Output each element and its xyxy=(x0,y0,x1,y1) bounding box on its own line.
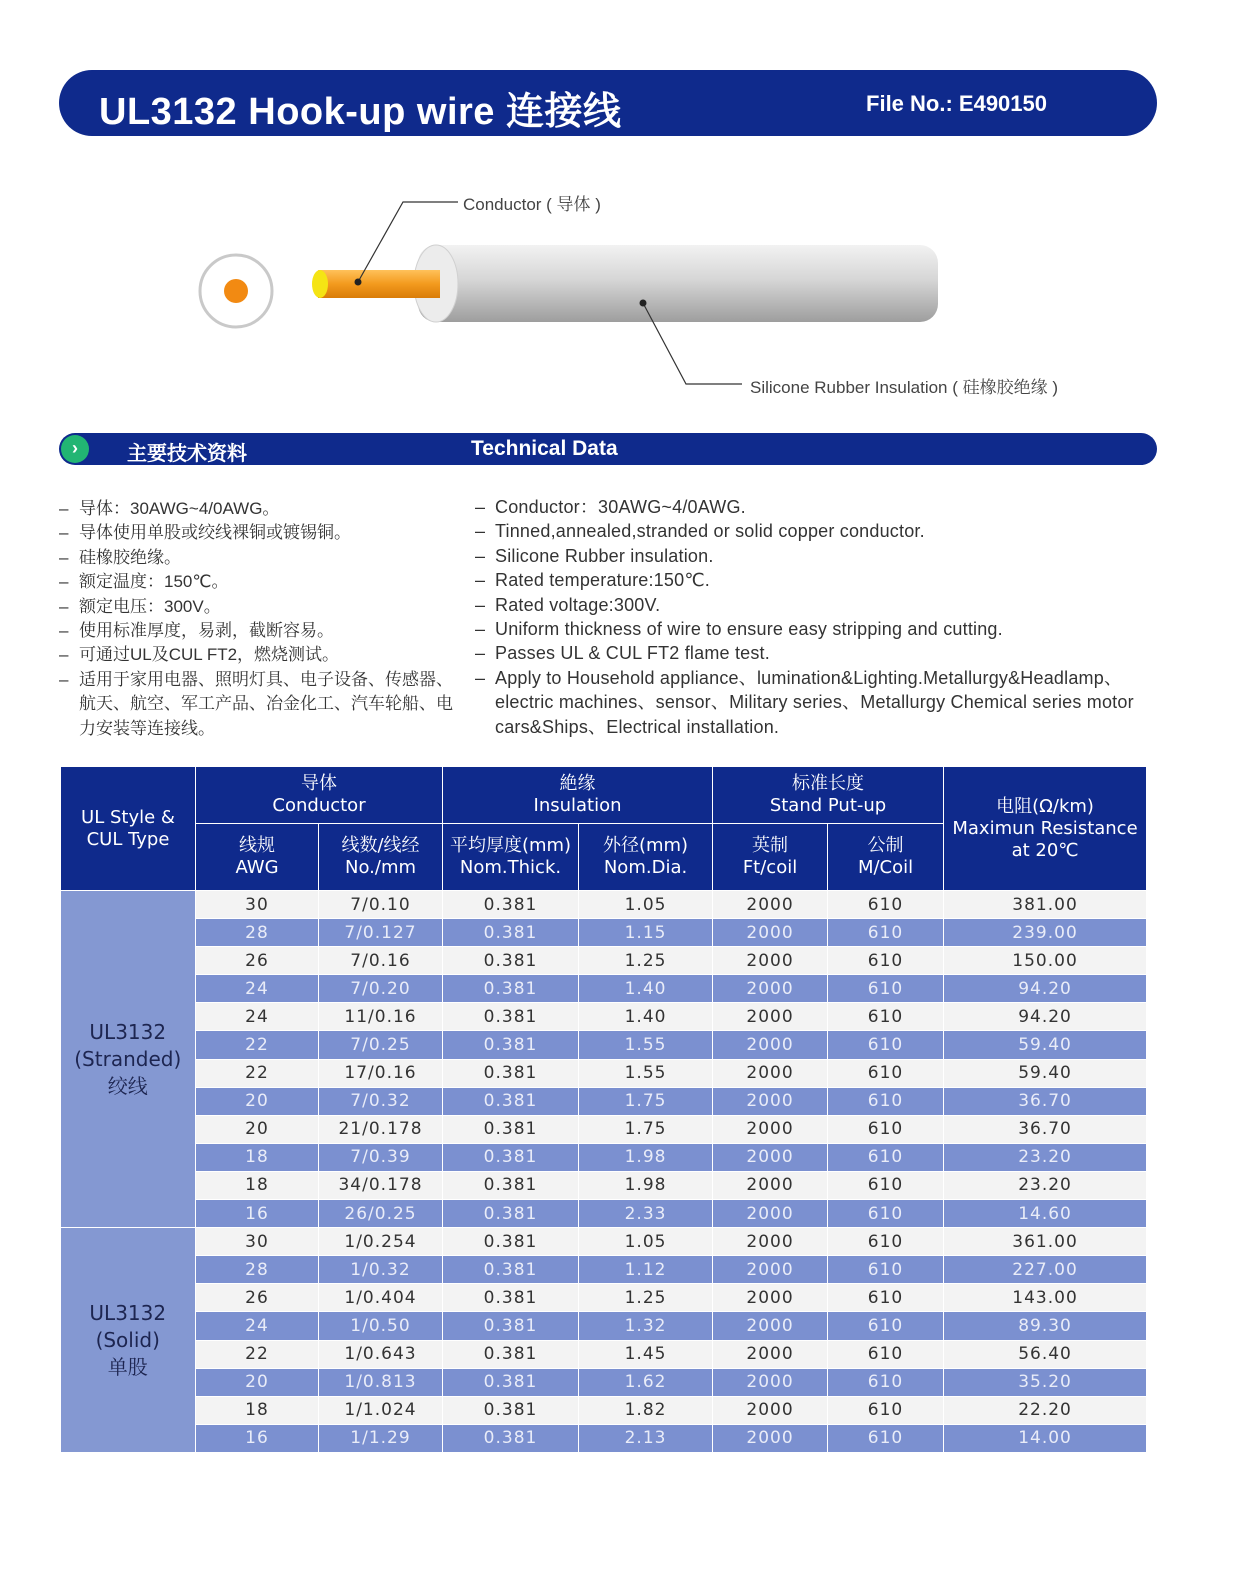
group-label-line: 单股 xyxy=(107,1354,148,1379)
strand-cell: 1/1.29 xyxy=(319,1424,443,1452)
header-resistance: 电阻(Ω/km) Maximun Resistance at 20℃ xyxy=(944,767,1147,891)
spec-item: – Tinned,annealed,stranded or solid copper conductor. xyxy=(475,519,1175,543)
awg-cell: 26 xyxy=(196,1284,319,1312)
resistance-cell: 239.00 xyxy=(944,919,1147,947)
m-coil-cell: 610 xyxy=(828,1171,944,1199)
strand-cell: 21/0.178 xyxy=(319,1115,443,1143)
thickness-cell: 0.381 xyxy=(443,1171,579,1199)
awg-cell: 16 xyxy=(196,1424,319,1452)
resistance-cell: 150.00 xyxy=(944,947,1147,975)
spec-item: – 导体：30AWG~4/0AWG。 xyxy=(59,497,464,521)
group-label-line: UL3132 xyxy=(89,1300,167,1325)
spec-item: – Conductor：30AWG~4/0AWG. xyxy=(475,495,1175,519)
group-label-line: (Solid) xyxy=(95,1327,160,1352)
ft-coil-cell: 2000 xyxy=(713,1059,828,1087)
table-row xyxy=(61,1368,1147,1396)
m-coil-cell: 610 xyxy=(828,1059,944,1087)
spec-item: – 额定温度：150℃。 xyxy=(59,570,464,594)
table-row xyxy=(61,1312,1147,1340)
awg-cell: 20 xyxy=(196,1087,319,1115)
awg-cell: 28 xyxy=(196,1256,319,1284)
thickness-cell: 0.381 xyxy=(443,1200,579,1228)
diameter-cell: 1.40 xyxy=(579,1003,713,1031)
section-title-cn: 主要技术资料 xyxy=(127,443,247,465)
table-row xyxy=(61,1059,1147,1087)
thickness-cell: 0.381 xyxy=(443,1424,579,1452)
strand-cell: 7/0.10 xyxy=(319,891,443,919)
m-coil-cell: 610 xyxy=(828,1424,944,1452)
awg-cell: 20 xyxy=(196,1368,319,1396)
table-row xyxy=(61,1171,1147,1199)
header-thickness: 平均厚度(mm) Nom.Thick. xyxy=(443,824,579,891)
header-putup: 标准长度 Stand Put-up xyxy=(713,767,944,824)
thickness-cell: 0.381 xyxy=(443,1003,579,1031)
spec-list-en xyxy=(475,495,1175,739)
header-conductor: 导体 Conductor xyxy=(196,767,443,824)
thickness-cell: 0.381 xyxy=(443,1087,579,1115)
thickness-cell: 0.381 xyxy=(443,891,579,919)
spec-item: – 可通过UL及CUL FT2，燃烧测试。 xyxy=(59,643,464,667)
m-coil-cell: 610 xyxy=(828,891,944,919)
wire-diagram xyxy=(0,150,1244,420)
ft-coil-cell: 2000 xyxy=(713,1424,828,1452)
table-row xyxy=(61,975,1147,1003)
m-coil-cell: 610 xyxy=(828,1256,944,1284)
m-coil-cell: 610 xyxy=(828,1228,944,1256)
diameter-cell: 1.40 xyxy=(579,975,713,1003)
diameter-cell: 2.33 xyxy=(579,1200,713,1228)
awg-cell: 22 xyxy=(196,1340,319,1368)
m-coil-cell: 610 xyxy=(828,1003,944,1031)
resistance-cell: 227.00 xyxy=(944,1256,1147,1284)
resistance-cell: 14.00 xyxy=(944,1424,1147,1452)
table-row xyxy=(61,1284,1147,1312)
group-label xyxy=(61,1228,196,1453)
table-row xyxy=(61,891,1147,919)
table-row xyxy=(61,1087,1147,1115)
m-coil-cell: 610 xyxy=(828,975,944,1003)
awg-cell: 28 xyxy=(196,919,319,947)
ft-coil-cell: 2000 xyxy=(713,1368,828,1396)
strand-cell: 1/0.32 xyxy=(319,1256,443,1284)
diameter-cell: 1.55 xyxy=(579,1031,713,1059)
diameter-cell: 1.45 xyxy=(579,1340,713,1368)
awg-cell: 24 xyxy=(196,975,319,1003)
diameter-cell: 1.15 xyxy=(579,919,713,947)
group-label xyxy=(61,891,196,1228)
ft-coil-cell: 2000 xyxy=(713,1228,828,1256)
thickness-cell: 0.381 xyxy=(443,1059,579,1087)
spec-item: – Silicone Rubber insulation. xyxy=(475,544,1175,568)
table-row xyxy=(61,1031,1147,1059)
resistance-cell: 94.20 xyxy=(944,1003,1147,1031)
resistance-cell: 89.30 xyxy=(944,1312,1147,1340)
strand-cell: 1/0.50 xyxy=(319,1312,443,1340)
thickness-cell: 0.381 xyxy=(443,975,579,1003)
resistance-cell: 22.20 xyxy=(944,1396,1147,1424)
strand-cell: 1/1.024 xyxy=(319,1396,443,1424)
resistance-cell: 23.20 xyxy=(944,1171,1147,1199)
ft-coil-cell: 2000 xyxy=(713,1312,828,1340)
thickness-cell: 0.381 xyxy=(443,947,579,975)
resistance-cell: 59.40 xyxy=(944,1031,1147,1059)
thickness-cell: 0.381 xyxy=(443,1143,579,1171)
strand-cell: 7/0.16 xyxy=(319,947,443,975)
header-strand: 线数/线经 No./mm xyxy=(319,824,443,891)
resistance-cell: 23.20 xyxy=(944,1143,1147,1171)
m-coil-cell: 610 xyxy=(828,1115,944,1143)
ft-coil-cell: 2000 xyxy=(713,1143,828,1171)
diameter-cell: 1.32 xyxy=(579,1312,713,1340)
awg-cell: 18 xyxy=(196,1396,319,1424)
diameter-cell: 1.82 xyxy=(579,1396,713,1424)
diameter-cell: 1.05 xyxy=(579,891,713,919)
ft-coil-cell: 2000 xyxy=(713,1200,828,1228)
awg-cell: 20 xyxy=(196,1115,319,1143)
table-row xyxy=(61,1143,1147,1171)
m-coil-cell: 610 xyxy=(828,1143,944,1171)
thickness-cell: 0.381 xyxy=(443,1368,579,1396)
table-body xyxy=(61,891,1147,1453)
table-row xyxy=(61,1256,1147,1284)
thickness-cell: 0.381 xyxy=(443,1228,579,1256)
spec-item: – Uniform thickness of wire to ensure easy stripping and cutting. xyxy=(475,617,1175,641)
m-coil-cell: 610 xyxy=(828,1340,944,1368)
header-style: UL Style & CUL Type xyxy=(61,767,196,891)
ft-coil-cell: 2000 xyxy=(713,947,828,975)
conductor-core xyxy=(312,270,440,298)
spec-item: – Passes UL & CUL FT2 flame test. xyxy=(475,641,1175,665)
insulation-jacket xyxy=(414,245,938,322)
diameter-cell: 1.75 xyxy=(579,1087,713,1115)
spec-item: – Rated voltage:300V. xyxy=(475,593,1175,617)
section-header xyxy=(59,433,1157,465)
strand-cell: 7/0.39 xyxy=(319,1143,443,1171)
diameter-cell: 1.25 xyxy=(579,947,713,975)
spec-item: – 适用于家用电器、照明灯具、电子设备、传感器、航天、航空、军工产品、冶金化工、汽车轮船、电力安装等连接线。 xyxy=(59,668,464,741)
spec-item: – Apply to Household appliance、lumination&Lighting.Metallurgy&Headlamp、electric machines、sensor、Military series、Metallurgy Chemical series motor cars&Ships、Electrical installation. xyxy=(475,666,1175,739)
thickness-cell: 0.381 xyxy=(443,1284,579,1312)
m-coil-cell: 610 xyxy=(828,1087,944,1115)
thickness-cell: 0.381 xyxy=(443,1312,579,1340)
ft-coil-cell: 2000 xyxy=(713,1171,828,1199)
title-banner xyxy=(59,70,1157,136)
strand-cell: 7/0.20 xyxy=(319,975,443,1003)
ft-coil-cell: 2000 xyxy=(713,1087,828,1115)
resistance-cell: 381.00 xyxy=(944,891,1147,919)
spec-table xyxy=(60,766,1147,1453)
spec-item: – Rated temperature:150℃. xyxy=(475,568,1175,592)
resistance-cell: 361.00 xyxy=(944,1228,1147,1256)
conductor-label: Conductor ( 导体 ) xyxy=(463,195,601,214)
ft-coil-cell: 2000 xyxy=(713,1256,828,1284)
table-row xyxy=(61,919,1147,947)
header-ft-coil: 英制 Ft/coil xyxy=(713,824,828,891)
diameter-cell: 1.62 xyxy=(579,1368,713,1396)
header-m-coil: 公制 M/Coil xyxy=(828,824,944,891)
resistance-cell: 36.70 xyxy=(944,1115,1147,1143)
ft-coil-cell: 2000 xyxy=(713,919,828,947)
header-awg: 线规 AWG xyxy=(196,824,319,891)
m-coil-cell: 610 xyxy=(828,1284,944,1312)
table-row xyxy=(61,1228,1147,1256)
table-row xyxy=(61,1200,1147,1228)
insulation-label: Silicone Rubber Insulation ( 硅橡胶绝缘 ) xyxy=(750,378,1059,397)
header-diameter: 外径(mm) Nom.Dia. xyxy=(579,824,713,891)
ft-coil-cell: 2000 xyxy=(713,1340,828,1368)
m-coil-cell: 610 xyxy=(828,1200,944,1228)
ft-coil-cell: 2000 xyxy=(713,891,828,919)
diameter-cell: 1.12 xyxy=(579,1256,713,1284)
thickness-cell: 0.381 xyxy=(443,919,579,947)
awg-cell: 16 xyxy=(196,1200,319,1228)
cross-section-icon xyxy=(200,255,272,327)
header-insulation: 絶缘 Insulation xyxy=(443,767,713,824)
strand-cell: 1/0.813 xyxy=(319,1368,443,1396)
page-title: UL3132 Hook-up wire 连接线 xyxy=(99,91,622,133)
diameter-cell: 1.98 xyxy=(579,1143,713,1171)
resistance-cell: 94.20 xyxy=(944,975,1147,1003)
spec-list-cn xyxy=(59,497,464,741)
ft-coil-cell: 2000 xyxy=(713,1115,828,1143)
m-coil-cell: 610 xyxy=(828,1312,944,1340)
awg-cell: 22 xyxy=(196,1031,319,1059)
m-coil-cell: 610 xyxy=(828,1368,944,1396)
strand-cell: 7/0.25 xyxy=(319,1031,443,1059)
strand-cell: 11/0.16 xyxy=(319,1003,443,1031)
awg-cell: 24 xyxy=(196,1003,319,1031)
group-label-line: UL3132 xyxy=(89,1019,167,1044)
diameter-cell: 1.98 xyxy=(579,1171,713,1199)
strand-cell: 1/0.643 xyxy=(319,1340,443,1368)
awg-cell: 18 xyxy=(196,1171,319,1199)
strand-cell: 17/0.16 xyxy=(319,1059,443,1087)
thickness-cell: 0.381 xyxy=(443,1340,579,1368)
m-coil-cell: 610 xyxy=(828,1396,944,1424)
section-title-en: Technical Data xyxy=(471,437,618,460)
m-coil-cell: 610 xyxy=(828,1031,944,1059)
resistance-cell: 56.40 xyxy=(944,1340,1147,1368)
ft-coil-cell: 2000 xyxy=(713,1003,828,1031)
awg-cell: 18 xyxy=(196,1143,319,1171)
diameter-cell: 1.55 xyxy=(579,1059,713,1087)
diameter-cell: 2.13 xyxy=(579,1424,713,1452)
ft-coil-cell: 2000 xyxy=(713,975,828,1003)
spec-item: – 硅橡胶绝缘。 xyxy=(59,546,464,570)
file-number: File No.: E490150 xyxy=(866,91,1047,116)
awg-cell: 22 xyxy=(196,1059,319,1087)
ft-coil-cell: 2000 xyxy=(713,1031,828,1059)
spec-item: – 使用标准厚度，易剥，截断容易。 xyxy=(59,619,464,643)
strand-cell: 1/0.254 xyxy=(319,1228,443,1256)
awg-cell: 30 xyxy=(196,891,319,919)
resistance-cell: 143.00 xyxy=(944,1284,1147,1312)
diameter-cell: 1.75 xyxy=(579,1115,713,1143)
resistance-cell: 36.70 xyxy=(944,1087,1147,1115)
table-row xyxy=(61,1340,1147,1368)
thickness-cell: 0.381 xyxy=(443,1031,579,1059)
strand-cell: 7/0.32 xyxy=(319,1087,443,1115)
diameter-cell: 1.05 xyxy=(579,1228,713,1256)
table-row xyxy=(61,1115,1147,1143)
thickness-cell: 0.381 xyxy=(443,1115,579,1143)
spec-item: – 额定电压：300V。 xyxy=(59,595,464,619)
diameter-cell: 1.25 xyxy=(579,1284,713,1312)
resistance-cell: 14.60 xyxy=(944,1200,1147,1228)
ft-coil-cell: 2000 xyxy=(713,1284,828,1312)
table-row xyxy=(61,1003,1147,1031)
ft-coil-cell: 2000 xyxy=(713,1396,828,1424)
group-label-line: 绞线 xyxy=(107,1073,148,1098)
awg-cell: 26 xyxy=(196,947,319,975)
awg-cell: 24 xyxy=(196,1312,319,1340)
m-coil-cell: 610 xyxy=(828,947,944,975)
strand-cell: 26/0.25 xyxy=(319,1200,443,1228)
strand-cell: 7/0.127 xyxy=(319,919,443,947)
strand-cell: 1/0.404 xyxy=(319,1284,443,1312)
m-coil-cell: 610 xyxy=(828,919,944,947)
thickness-cell: 0.381 xyxy=(443,1396,579,1424)
table-row xyxy=(61,1396,1147,1424)
table-row xyxy=(61,1424,1147,1452)
strand-cell: 34/0.178 xyxy=(319,1171,443,1199)
spec-item: – 导体使用单股或绞线裸铜或镀锡铜。 xyxy=(59,521,464,545)
resistance-cell: 59.40 xyxy=(944,1059,1147,1087)
group-label-line: (Stranded) xyxy=(74,1046,182,1071)
resistance-cell: 35.20 xyxy=(944,1368,1147,1396)
thickness-cell: 0.381 xyxy=(443,1256,579,1284)
awg-cell: 30 xyxy=(196,1228,319,1256)
chevron-right-icon: › xyxy=(61,435,89,463)
table-row xyxy=(61,947,1147,975)
